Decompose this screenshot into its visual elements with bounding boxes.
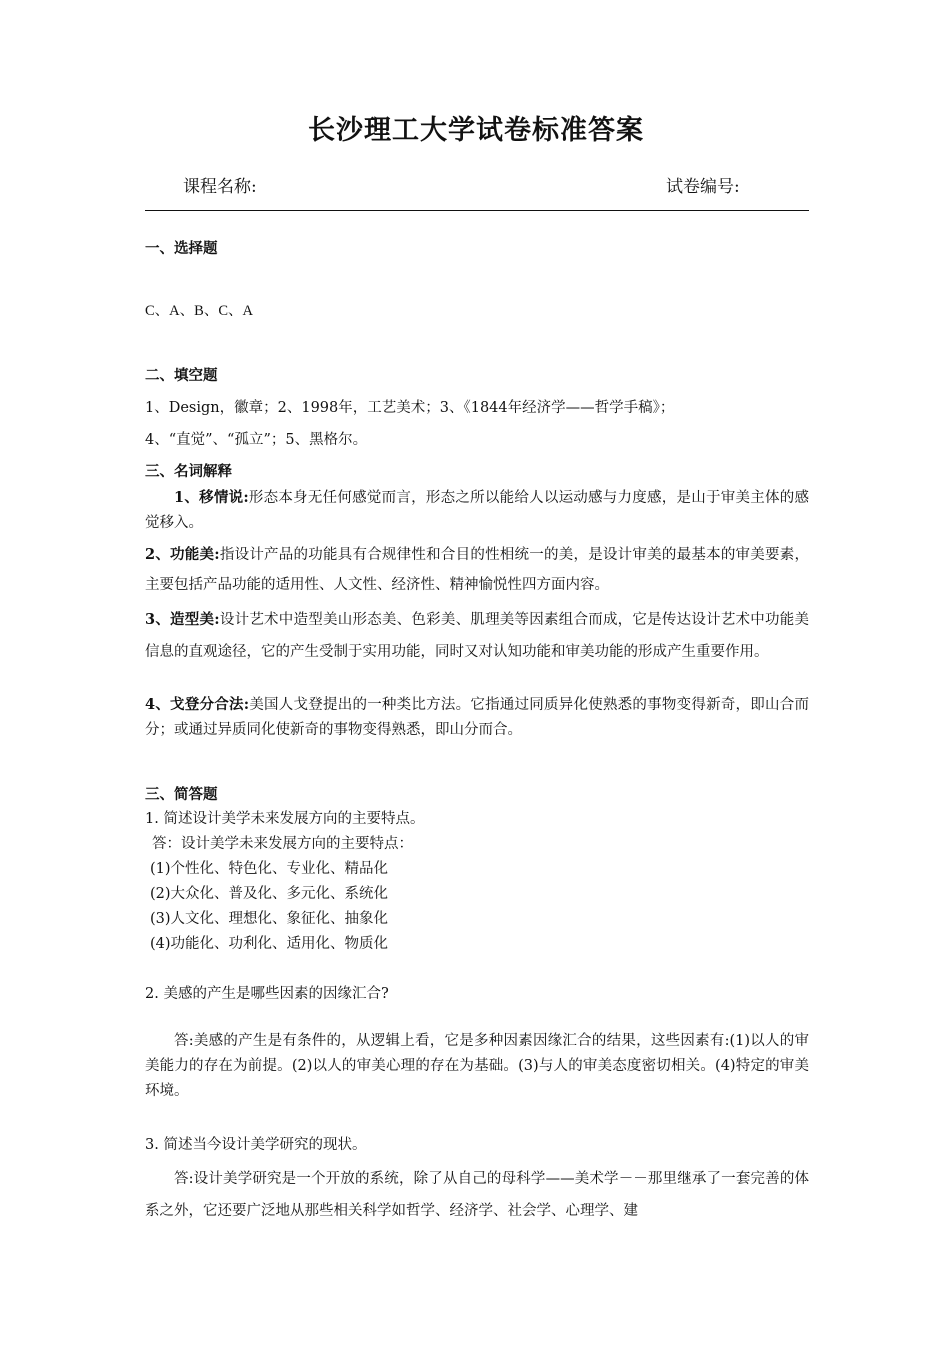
term-name: 3、造型美: (145, 611, 220, 628)
answer-3: 答:设计美学研究是一个开放的系统，除了从自己的母科学——美术学－－那里继承了一套完善的体系之外，它还要广泛地从那些相关科学如哲学、经济学、社会学、心理学、建 (145, 1171, 809, 1219)
answer-1-point: (4)功能化、功利化、适用化、物质化 (150, 936, 389, 952)
term-item (145, 540, 809, 600)
term-name: 4、戈登分合法: (145, 696, 250, 713)
section-heading-terms: 三、名词解释 (145, 463, 232, 480)
question-2: 2. 美感的产生是哪些因素的因缘汇合? (145, 986, 389, 1002)
answer-2: 答:美感的产生是有条件的，从逻辑上看，它是多种因素因缘汇合的结果，这些因素有:(1)以人的审美能力的存在为前提。(2)以人的审美心理的存在为基础。(3)与人的审美态度密切相关。(4)特定的审美环境。 (145, 1033, 809, 1099)
term-name: 2、功能美: (145, 546, 220, 563)
choice-answers: C、A、B、C、A (145, 303, 253, 319)
question-1: 1. 简述设计美学未来发展方向的主要特点。 (145, 811, 425, 827)
question-3: 3. 简述当今设计美学研究的现状。 (145, 1137, 367, 1153)
page-title: 长沙理工大学试卷标准答案 (308, 115, 644, 146)
fill-answers-line-1: 1、Design，徽章；2、1998年，工艺美术；3、《1844年经济学——哲学手稿》； (145, 400, 675, 416)
answer-1-point: (1)个性化、特色化、专业化、精品化 (150, 861, 389, 877)
course-name-label: 课程名称: (183, 177, 257, 197)
term-item (145, 485, 809, 536)
term-item (145, 692, 809, 743)
paper-number-label: 试卷编号: (666, 177, 740, 197)
term-definition: 指设计产品的功能具有合规律性和合目的性相统一的美，是设计审美的最基本的审美要素，主要包括产品功能的适用性、人文性、经济性、精神愉悦性四方面内容。 (145, 547, 809, 593)
header-divider (145, 210, 809, 211)
answer-1-point: (2)大众化、普及化、多元化、系统化 (150, 886, 389, 902)
term-definition: 形态本身无任何感觉而言，形态之所以能给人以运动感与力度感，是山于审美主体的感觉移入。 (145, 490, 809, 531)
term-definition: 设计艺术中造型美山形态美、色彩美、肌理美等因素组合而成，它是传达设计艺术中功能美信息的直观途径，它的产生受制于实用功能，同时又对认知功能和审美功能的形成产生重要作用。 (145, 612, 809, 660)
section-heading-choice: 一、选择题 (145, 240, 218, 257)
fill-answers-line-2: 4、“直觉”、“孤立”；5、黑格尔。 (145, 432, 368, 448)
section-heading-fill: 二、填空题 (145, 367, 218, 384)
answer-1-point: (3)人文化、理想化、象征化、抽象化 (150, 911, 389, 927)
term-item (145, 604, 809, 668)
term-name: 1、移情说: (174, 489, 249, 506)
term-definition: 美国人戈登提出的一种类比方法。它指通过同质异化使熟悉的事物变得新奇，即山合而分；或通过异质同化使新奇的事物变得熟悉，即山分而合。 (145, 697, 809, 738)
answer-1-intro: 答：设计美学未来发展方向的主要特点： (152, 836, 413, 852)
section-heading-short-answer: 三、简答题 (145, 786, 218, 803)
